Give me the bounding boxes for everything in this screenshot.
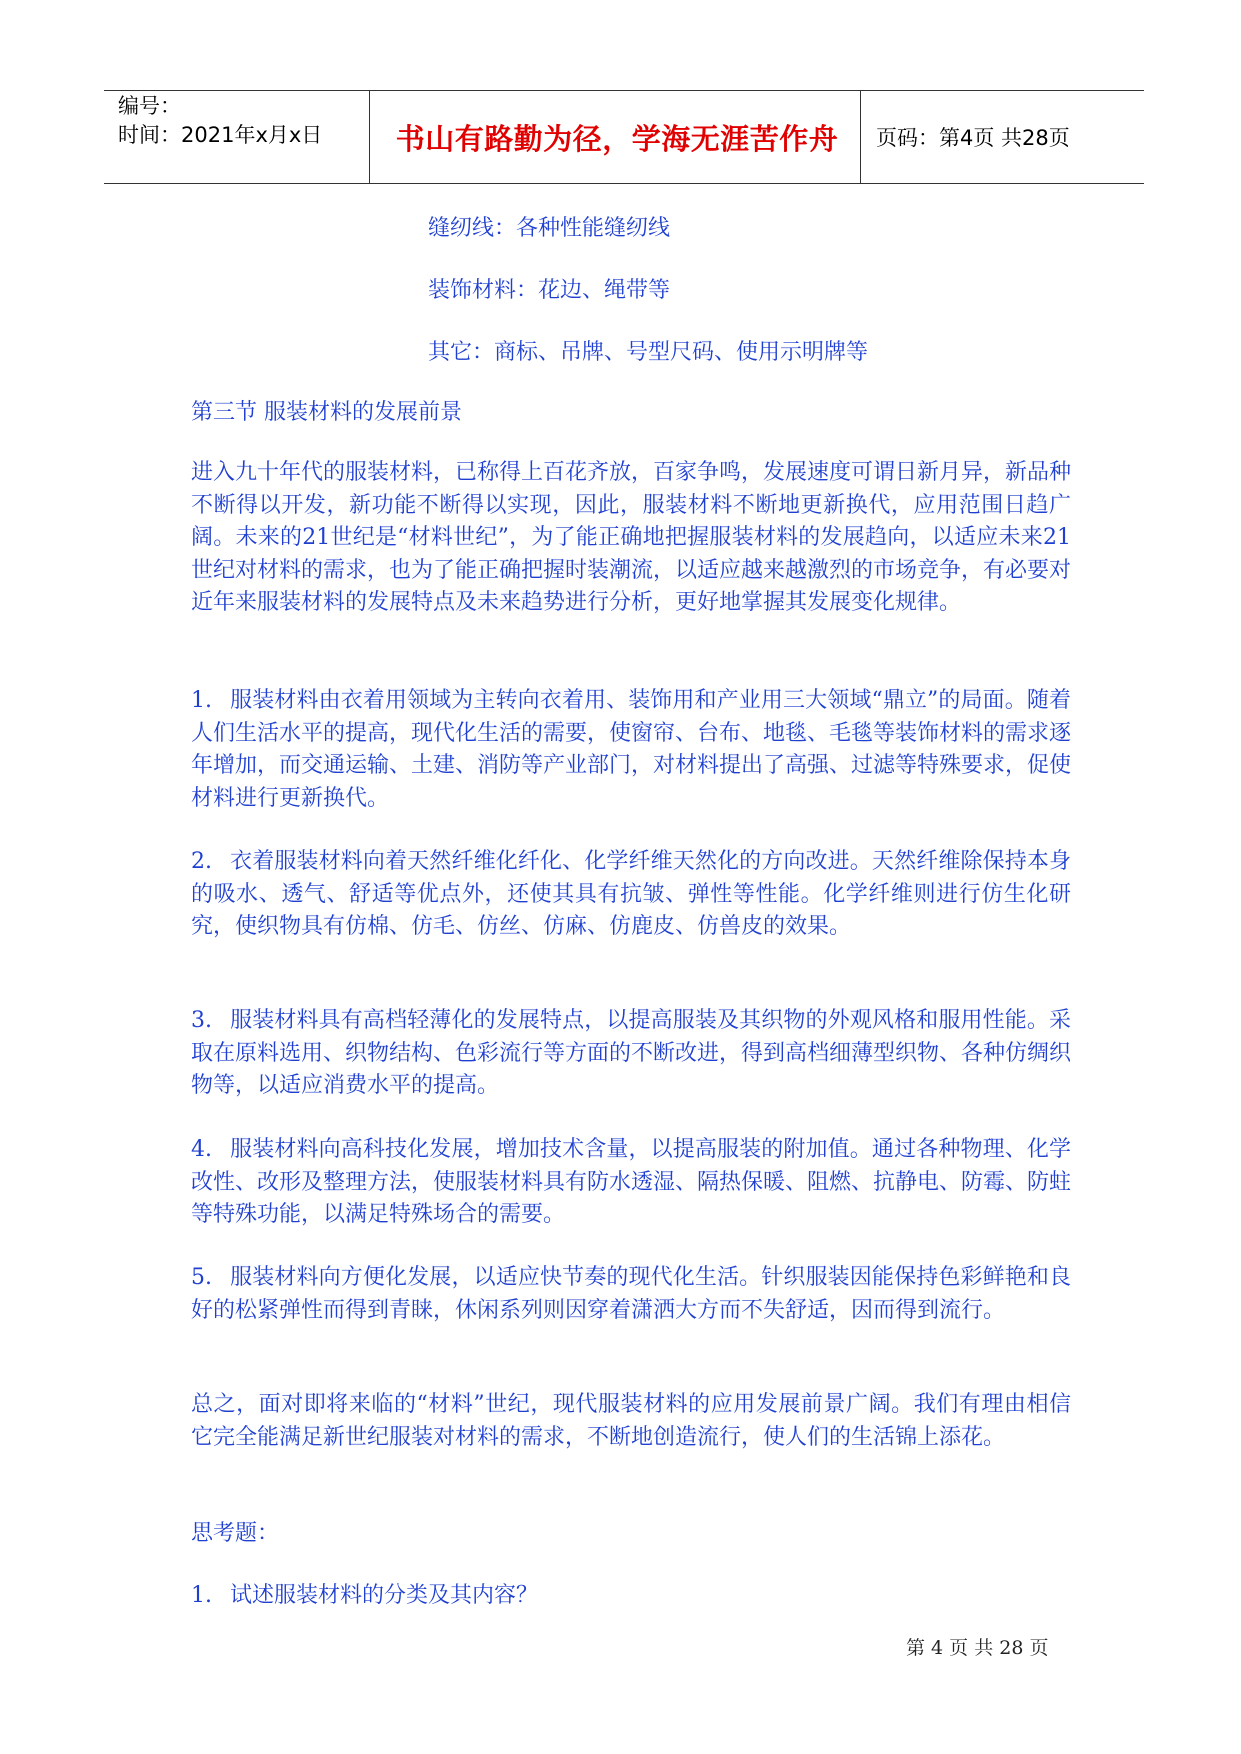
point-text: 服装材料具有高档轻薄化的发展特点，以提高服装及其织物的外观风格和服用性能。采取在原料选用、织物结构、色彩流行等方面的不断改进，得到高档细薄型织物、各种仿绸织物等，以适应消费水平的提高。 bbox=[191, 1008, 1072, 1098]
document-number-label: 编号： bbox=[118, 94, 181, 118]
development-point-4 bbox=[191, 1134, 1071, 1232]
point-number: 5. bbox=[191, 1265, 212, 1290]
conclusion-paragraph: 总之，面对即将来临的“材料”世纪，现代服装材料的应用发展前景广阔。我们有理由相信它完全能满足新世纪服装对材料的需求，不断地创造流行，使人们的生活锦上添花。 bbox=[191, 1392, 1071, 1450]
point-text: 服装材料由衣着用领域为主转向衣着用、装饰用和产业用三大领域“鼎立”的局面。随着人们生活水平的提高，现代化生活的需要，使窗帘、台布、地毯、毛毯等装饰材料的需求逐年增加，而交通运输、土建、消防等产业部门，对材料提出了高强、过滤等特殊要求，促使材料进行更新换代。 bbox=[191, 688, 1072, 811]
header-page-label: 页码：第4页 共28页 bbox=[876, 126, 1070, 150]
header-meta bbox=[118, 92, 322, 150]
point-number: 1. bbox=[191, 688, 212, 713]
questions-label: 思考题： bbox=[191, 1521, 280, 1546]
header-motto: 书山有路勤为径，学海无涯苦作舟 bbox=[395, 122, 839, 156]
question-item bbox=[191, 1580, 1071, 1613]
section-title: 第三节 服装材料的发展前景 bbox=[191, 400, 462, 425]
question-text: 试述服装材料的分类及其内容？ bbox=[230, 1583, 539, 1608]
development-point-3 bbox=[191, 1005, 1071, 1103]
header-divider-left bbox=[369, 90, 370, 184]
point-text: 服装材料向高科技化发展，增加技术含量，以提高服装的附加值。通过各种物理、化学改性、改形及整理方法，使服装材料具有防水透湿、隔热保暖、阻燃、抗静电、防霉、防蛀等特殊功能，以满足特殊场合的需要。 bbox=[191, 1137, 1072, 1227]
development-point-2 bbox=[191, 846, 1071, 944]
header-top-rule bbox=[104, 90, 1144, 91]
document-time-label: 时间：2021年x月x日 bbox=[118, 123, 323, 147]
point-number: 3. bbox=[191, 1008, 212, 1033]
point-text: 服装材料向方便化发展，以适应快节奏的现代化生活。针织服装因能保持色彩鲜艳和良好的松紧弹性而得到青睐，休闲系列则因穿着潇洒大方而不失舒适，因而得到流行。 bbox=[191, 1265, 1071, 1323]
page-footer: 第 4 页 共 28 页 bbox=[906, 1637, 1049, 1659]
material-item: 缝纫线：各种性能缝纫线 bbox=[428, 216, 671, 241]
point-number: 2. bbox=[191, 849, 212, 874]
development-point-1 bbox=[191, 685, 1071, 815]
material-item: 装饰材料：花边、绳带等 bbox=[428, 278, 671, 303]
point-number: 4. bbox=[191, 1137, 212, 1162]
development-point-5 bbox=[191, 1262, 1071, 1327]
intro-paragraph: 进入九十年代的服装材料，已称得上百花齐放，百家争鸣，发展速度可谓日新月异，新品种不断得以开发，新功能不断得以实现，因此，服装材料不断地更新换代，应用范围日趋广阔。未来的21世纪是“材料世纪”，为了能正确地把握服装材料的发展趋向，以适应未来21世纪对材料的需求，也为了能正确把握时装潮流，以适应越来越激烈的市场竞争，有必要对近年来服装材料的发展特点及未来趋势进行分析，更好地掌握其发展变化规律。 bbox=[191, 460, 1072, 615]
material-item: 其它：商标、吊牌、号型尺码、使用示明牌等 bbox=[428, 340, 869, 365]
header-bottom-rule bbox=[104, 183, 1144, 184]
point-text: 衣着服装材料向着天然纤维化纤化、化学纤维天然化的方向改进。天然纤维除保持本身的吸水、透气、舒适等优点外，还使其具有抗皱、弹性等性能。化学纤维则进行仿生化研究，使织物具有仿棉、仿毛、仿丝、仿麻、仿鹿皮、仿兽皮的效果。 bbox=[191, 849, 1071, 939]
question-number: 1. bbox=[191, 1583, 212, 1608]
